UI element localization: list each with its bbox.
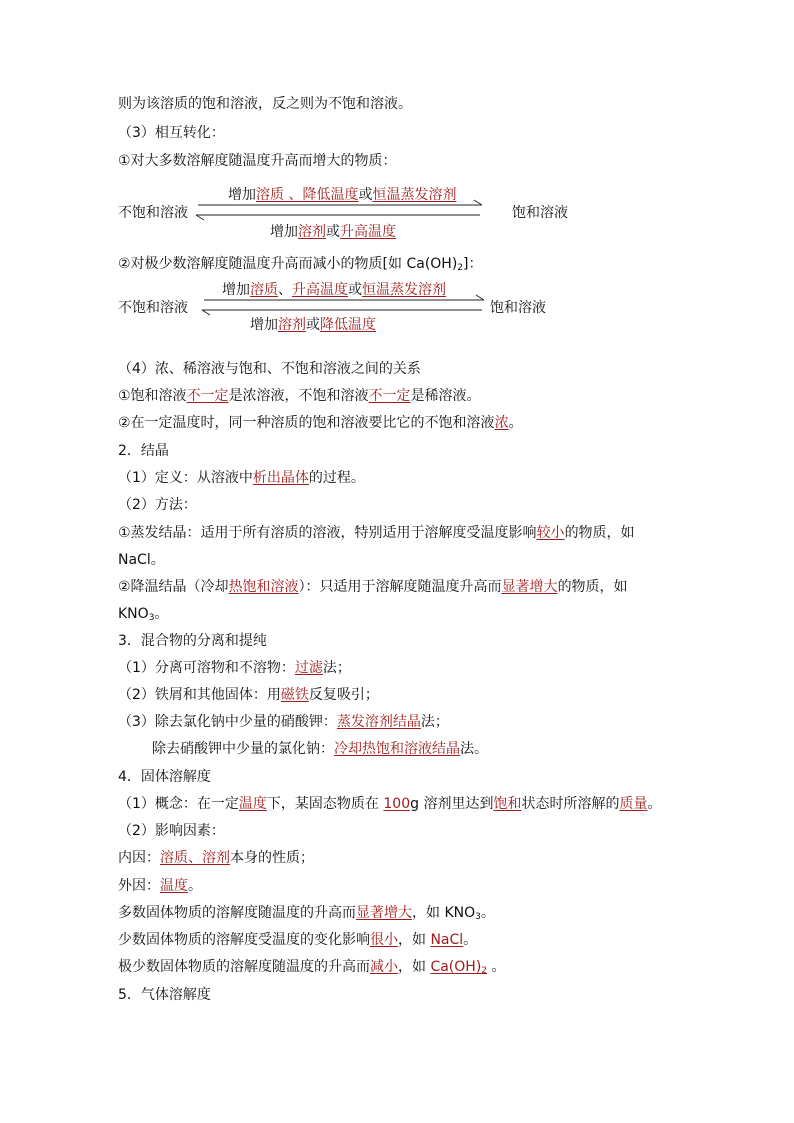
forward-condition: 增加溶质、升高温度或恒温蒸发溶剂	[222, 282, 446, 298]
text-line: NaCl。	[118, 552, 165, 568]
text-line: 多数固体物质的溶解度随温度的升高而显著增大，如 $KNO_3$。	[118, 905, 495, 922]
subheading: （4）浓、稀溶液与饱和、不饱和溶液之间的关系	[118, 361, 421, 377]
text-line: 除去硝酸钾中少量的氯化钠：冷却热饱和溶液结晶法。	[152, 741, 488, 757]
text-line: ①对大多数溶解度随温度升高而增大的物质：	[118, 153, 397, 169]
forward-condition: 增加溶质 、降低温度或恒温蒸发溶剂	[228, 187, 457, 203]
text-line: ②对极少数溶解度随温度升高而减小的物质[如 $Ca(OH)_2$]：	[118, 256, 483, 273]
conversion-diagram-2	[118, 279, 598, 331]
text-line: 少数固体物质的溶解度受温度的变化影响很小，如 NaCl。	[118, 932, 478, 948]
subheading: （3）相互转化：	[118, 125, 225, 141]
text-line: （2）铁屑和其他固体：用磁铁反复吸引；	[118, 687, 379, 703]
subheading: （2）方法：	[118, 497, 197, 513]
section-heading: 3．混合物的分离和提纯	[118, 633, 267, 649]
unsaturated-label: 不饱和溶液	[118, 300, 188, 316]
saturated-label: 饱和溶液	[490, 300, 546, 316]
section-heading: 2．结晶	[118, 443, 169, 459]
text-line: （1）分离可溶物和不溶物：过滤法；	[118, 660, 351, 676]
section-heading: 5．气体溶解度	[118, 987, 211, 1003]
unsaturated-label: 不饱和溶液	[118, 205, 188, 221]
text-line: $KNO_3$。	[118, 606, 169, 623]
saturated-label: 饱和溶液	[512, 205, 568, 221]
conversion-diagram-1	[118, 185, 598, 240]
text-line: （3）除去氯化钠中少量的硝酸钾：蒸发溶剂结晶法；	[118, 714, 449, 730]
reverse-condition: 增加溶剂或升高温度	[270, 224, 396, 240]
text-line: ①蒸发结晶：适用于所有溶质的溶液，特别适用于溶解度受温度影响较小的物质，如	[118, 525, 635, 541]
text-line: 极少数固体物质的溶解度随温度的升高而减小，如 $Ca(OH)_2$ 。	[118, 959, 506, 976]
subheading: （2）影响因素：	[118, 823, 225, 839]
text-line: 外因：温度。	[118, 878, 202, 894]
section-heading: 4．固体溶解度	[118, 769, 211, 785]
text-line: ②在一定温度时，同一种溶质的饱和溶液要比它的不饱和溶液浓。	[118, 415, 523, 431]
text-line: 则为该溶质的饱和溶液，反之则为不饱和溶液。	[118, 96, 412, 112]
reverse-condition: 增加溶剂或降低温度	[250, 317, 376, 333]
text-line: （1）定义：从溶液中析出晶体的过程。	[118, 470, 365, 486]
text-line: ②降温结晶（冷却热饱和溶液）：只适用于溶解度随温度升高而显著增大的物质，如	[118, 579, 628, 595]
text-line: ①饱和溶液不一定是浓溶液，不饱和溶液不一定是稀溶液。	[118, 388, 481, 404]
text-line: （1）概念：在一定温度下，某固态物质在 100g 溶剂里达到饱和状态时所溶解的质量。	[118, 796, 662, 812]
text-line: 内因：溶质、溶剂本身的性质；	[118, 850, 314, 866]
